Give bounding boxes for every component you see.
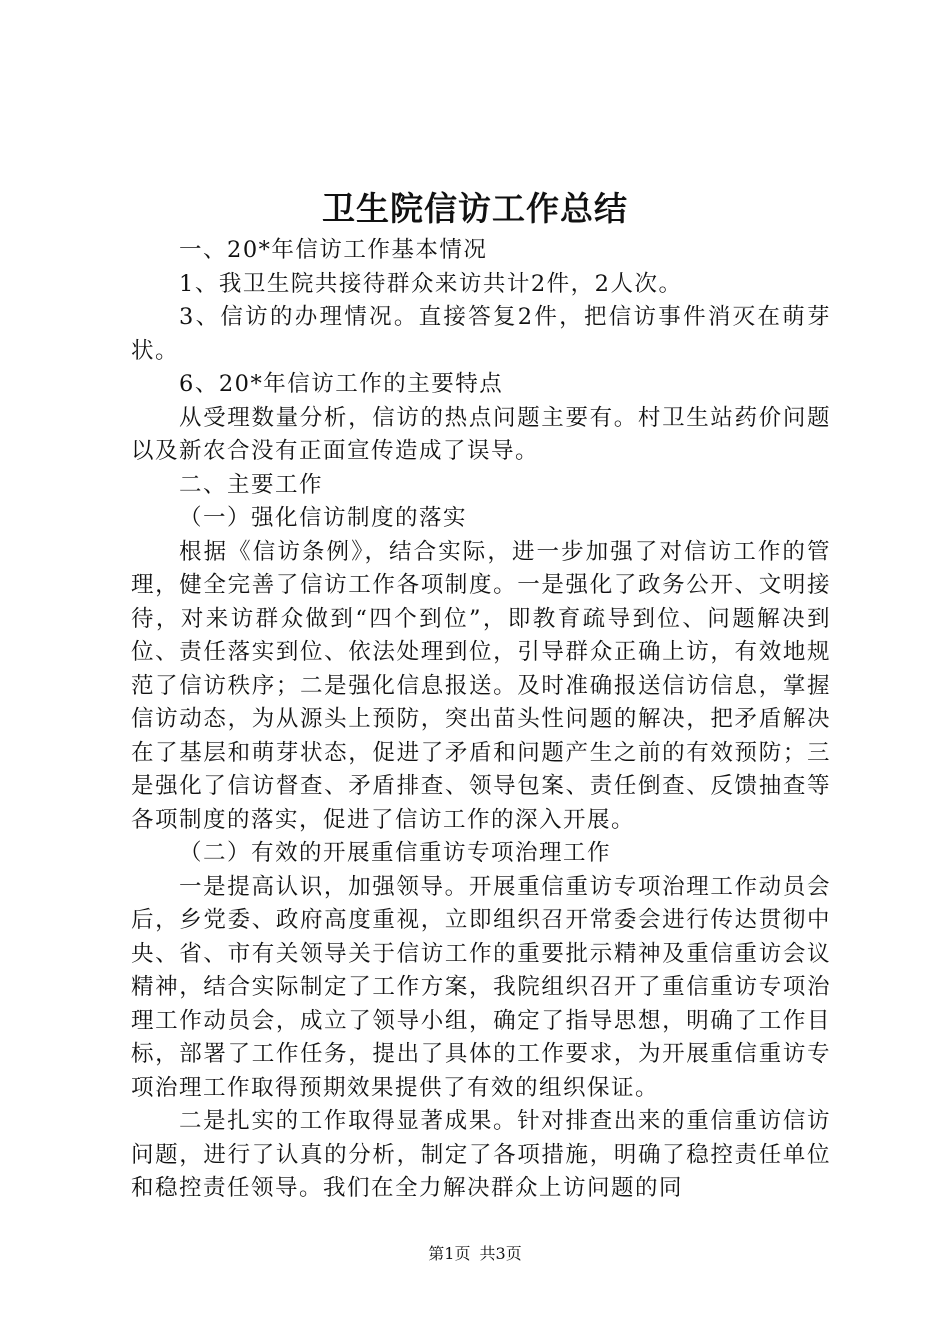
subsection-heading-2: （二）有效的开展重信重访专项治理工作 bbox=[179, 840, 612, 866]
paragraph-item-1: 1、我卫生院共接待群众来访共计2件，2人次。 bbox=[179, 270, 683, 297]
document-body bbox=[131, 234, 831, 1206]
paragraph-item-6: 6、20*年信访工作的主要特点 bbox=[179, 371, 504, 397]
section-heading-2: 二、主要工作 bbox=[179, 471, 324, 498]
paragraph-item-3: 3、信访的办理情况。直接答复2件，把信访事件消灭在萌芽状。 bbox=[131, 304, 831, 364]
subsection-heading-1: （一）强化信访制度的落实 bbox=[179, 505, 468, 531]
paragraph-analysis: 从受理数量分析，信访的热点问题主要有。村卫生站药价问题以及新农合没有正面宣传造成了误导。 bbox=[131, 404, 831, 464]
paragraph-regulations: 根据《信访条例》，结合实际，进一步加强了对信访工作的管理，健全完善了信访工作各项制度。一是强化了政务公开、文明接待，对来访群众做到“四个到位”，即教育疏导到位、问题解决到位、责任落实到位、依法处理到位，引导群众正确上访，有效地规范了信访秩序；二是强化信息报送。及时准确报送信访信息，掌握信访动态，为从源头上预防，突出苗头性问题的解决，把矛盾解决在了基层和萌芽状态，促进了矛盾和问题产生之前的有效预防；三是强化了信访督查、矛盾排查、领导包案、责任倒查、反馈抽查等各项制度的落实，促进了信访工作的深入开展。 bbox=[131, 538, 831, 833]
page-number: 第1页 bbox=[428, 1244, 471, 1263]
page-footer bbox=[0, 1243, 950, 1265]
paragraph-leadership: 一是提高认识，加强领导。开展重信重访专项治理工作动员会后，乡党委、政府高度重视，立即组织召开常委会进行传达贯彻中央、省、市有关领导关于信访工作的重要批示精神及重信重访会议精神，结合实际制定了工作方案，我院组织召开了重信重访专项治理工作动员会，成立了领导小组，确定了指导思想，明确了工作目标，部署了工作任务，提出了具体的工作要求，为开展重信重访专项治理工作取得预期效果提供了有效的组织保证。 bbox=[131, 873, 831, 1101]
paragraph-results: 二是扎实的工作取得显著成果。针对排查出来的重信重访信访问题，进行了认真的分析，制定了各项措施，明确了稳控责任单位和稳控责任领导。我们在全力解决群众上访问题的同 bbox=[131, 1108, 831, 1201]
section-heading-1: 一、20*年信访工作基本情况 bbox=[179, 237, 488, 263]
document-title: 卫生院信访工作总结 bbox=[322, 189, 628, 228]
page-total: 共3页 bbox=[479, 1244, 522, 1263]
